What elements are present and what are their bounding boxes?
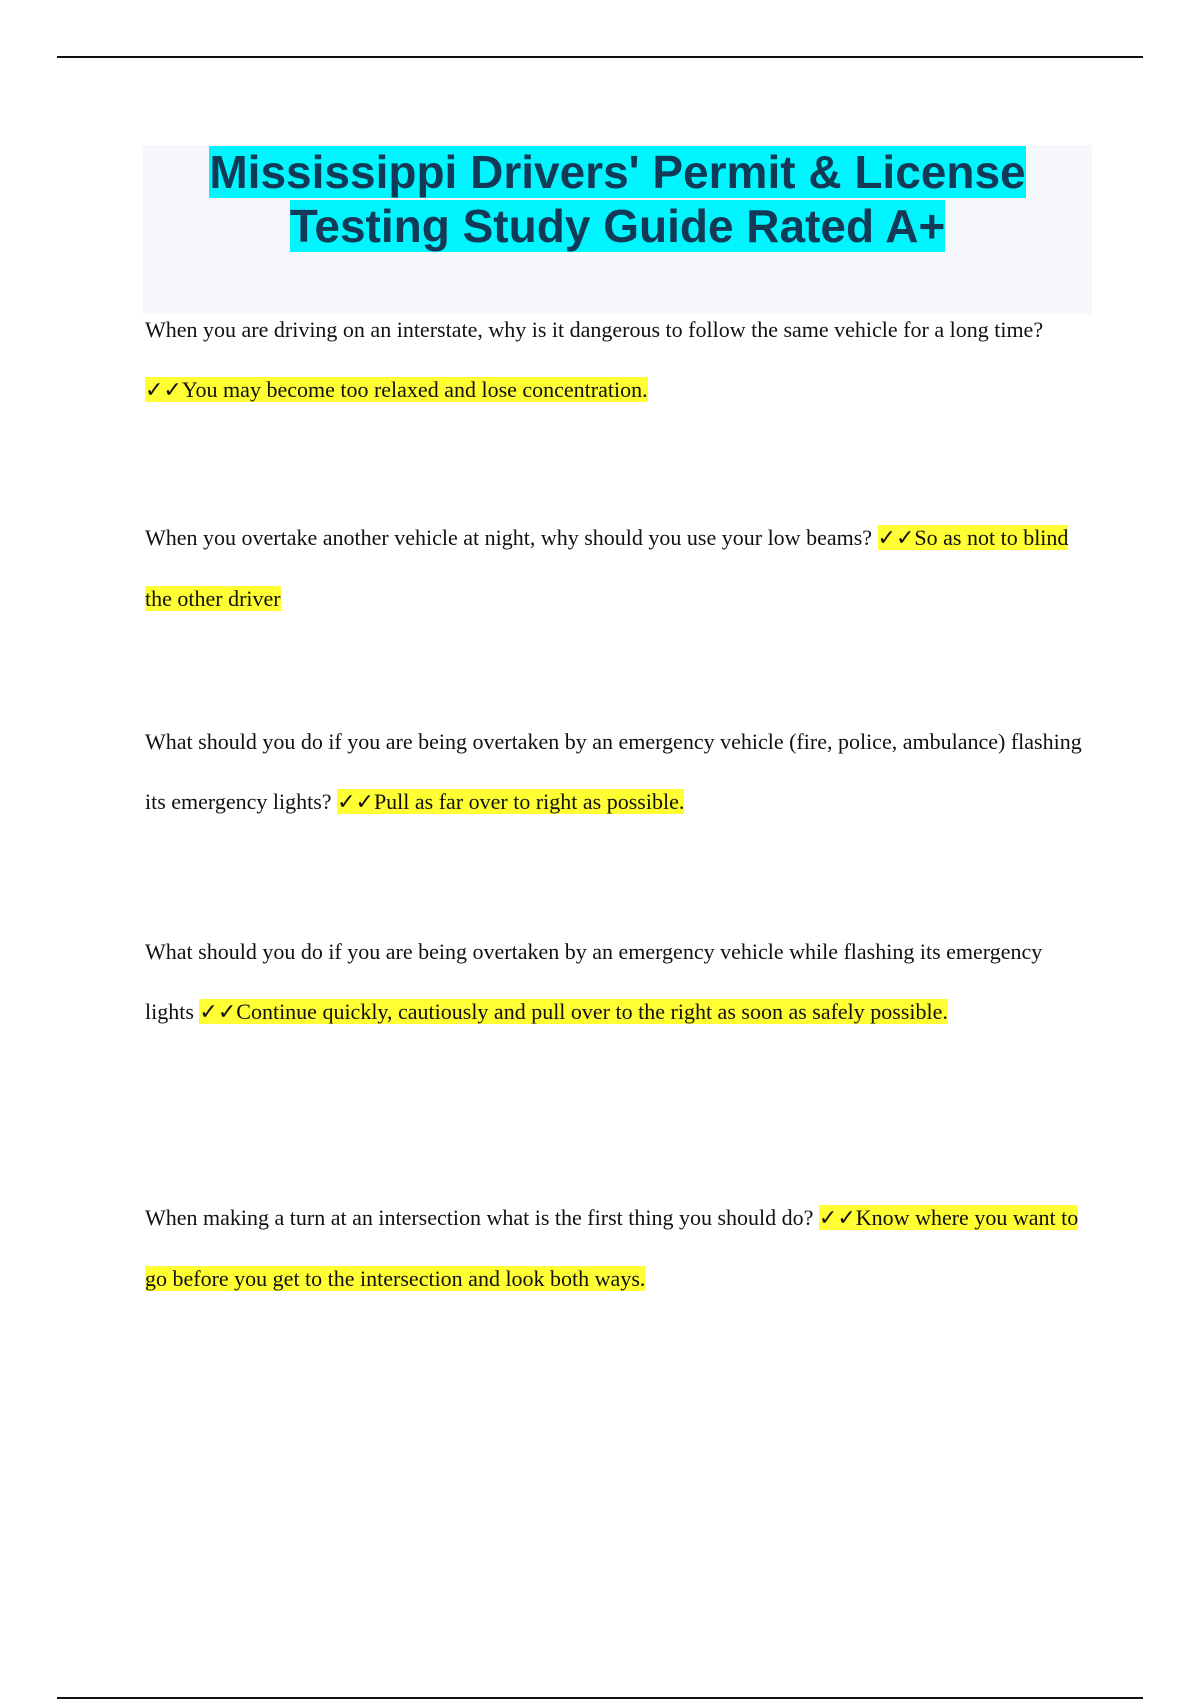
double-check-icon: ✓✓ — [877, 526, 915, 551]
qa-item-1 — [145, 300, 1085, 421]
question-text: When you overtake another vehicle at night, why should you use your low beams? — [145, 525, 873, 550]
answer-text: So as not to blind the other driver — [145, 525, 1069, 611]
bottom-rule — [57, 1697, 1143, 1699]
qa-item-5 — [145, 1188, 1085, 1309]
qa-item-4 — [145, 922, 1085, 1043]
double-check-icon: ✓✓ — [818, 1206, 856, 1231]
question-text: What should you do if you are being overtaken by an emergency vehicle (fire, police, ambulance) flashing its emergency lights? — [145, 729, 1082, 814]
question-text: What should you do if you are being overtaken by an emergency vehicle while flashing its emergency lights — [145, 939, 1043, 1024]
question-text: When you are driving on an interstate, why is it dangerous to follow the same vehicle for a long time? — [145, 317, 1044, 342]
answer-text: Pull as far over to right as possible. — [373, 789, 685, 814]
double-check-icon: ✓✓ — [337, 790, 374, 815]
top-rule — [57, 56, 1143, 58]
answer-highlight — [199, 999, 948, 1024]
double-check-icon: ✓✓ — [199, 1000, 237, 1025]
qa-item-3 — [145, 712, 1085, 833]
answer-highlight — [337, 789, 684, 814]
document-title: Mississippi Drivers' Permit & License Testing Study Guide Rated A+ — [209, 146, 1026, 252]
question-text: When making a turn at an intersection what is the first thing you should do? — [145, 1205, 814, 1230]
answer-text: You may become too relaxed and lose concentration. — [181, 377, 648, 402]
answer-text: Know where you want to go before you get to the intersection and look both ways. — [145, 1205, 1079, 1291]
title-banner — [143, 145, 1092, 314]
double-check-icon: ✓✓ — [145, 378, 182, 403]
answer-highlight — [145, 377, 648, 402]
answer-text: Continue quickly, cautiously and pull over to the right as soon as safely possible. — [236, 999, 948, 1024]
qa-item-2 — [145, 508, 1085, 629]
